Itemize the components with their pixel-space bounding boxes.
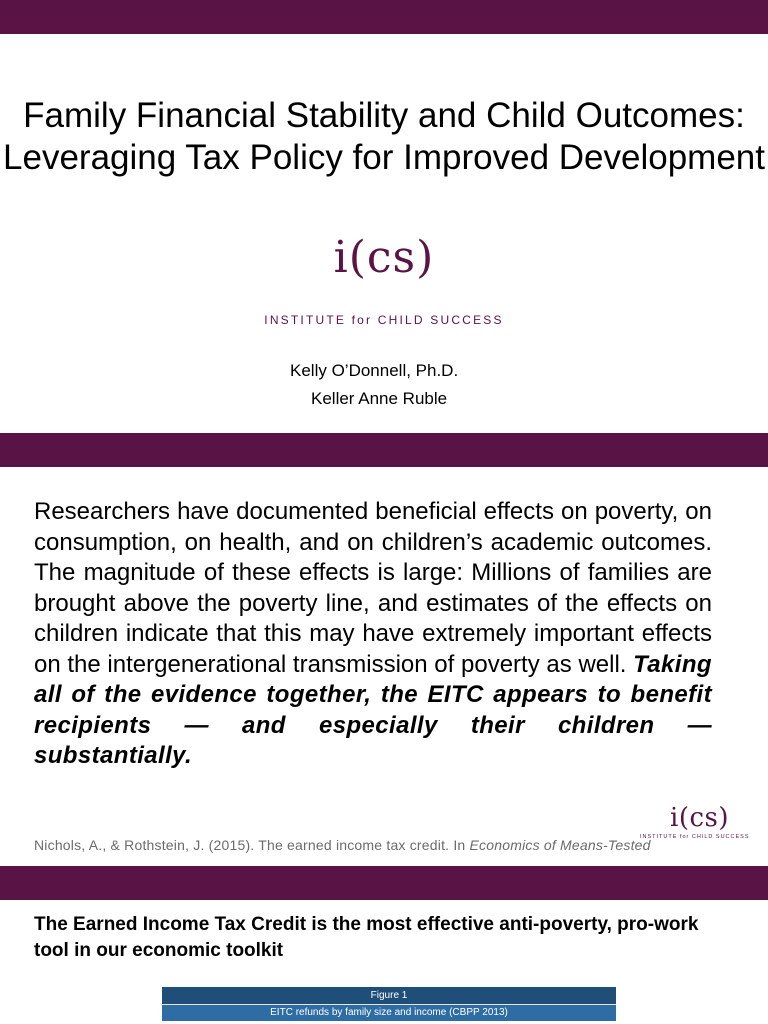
citation-book-title: Economics of Means-Tested: [469, 837, 651, 853]
ics-logo-mark: i(cs): [670, 803, 730, 833]
quote-text: Researchers have documented beneficial effects on poverty, on consumption, on health, and on children’s academic outcomes. The magnitude of these effects is large: Millions of families are brought above the poverty line, and estimates of the effects on children indicate that this may have extremely important effects on the intergenerational transmission of poverty as well.: [34, 498, 712, 678]
author-name: Keller Anne Ruble: [311, 389, 448, 408]
eitc-quote: [34, 497, 712, 772]
citation: [34, 836, 734, 868]
figure: [162, 987, 616, 1024]
slide-title: Family Financial Stability and Child Outcomes: Leveraging Tax Policy for Improved Development: [3, 96, 765, 177]
citation-text: Nichols, A., & Rothstein, J. (2015). The earned income tax credit. In: [34, 837, 470, 853]
ics-logo: i(cs): [333, 232, 435, 283]
ics-logo-tagline: INSTITUTE for CHILD SUCCESS: [264, 313, 504, 327]
figure-caption: EITC refunds by family size and income (CBPP 2013): [162, 1004, 616, 1021]
slide-heading: The Earned Income Tax Credit is the most effective anti-poverty, pro-work tool in our economic toolkit: [34, 914, 699, 961]
figure-label: Figure 1: [162, 987, 616, 1004]
top-banner: [0, 0, 768, 34]
slide-divider: [0, 433, 768, 467]
ics-logo-small: [640, 803, 760, 840]
slide-divider: [0, 866, 768, 900]
author-name: Kelly O’Donnell, Ph.D.: [290, 361, 459, 380]
ics-logo-tagline: INSTITUTE for CHILD SUCCESS: [640, 834, 750, 840]
quote-emphasis: Taking all of the evidence together, the EITC appears to benefit recipients — and especially their children — substantially.: [34, 650, 712, 769]
